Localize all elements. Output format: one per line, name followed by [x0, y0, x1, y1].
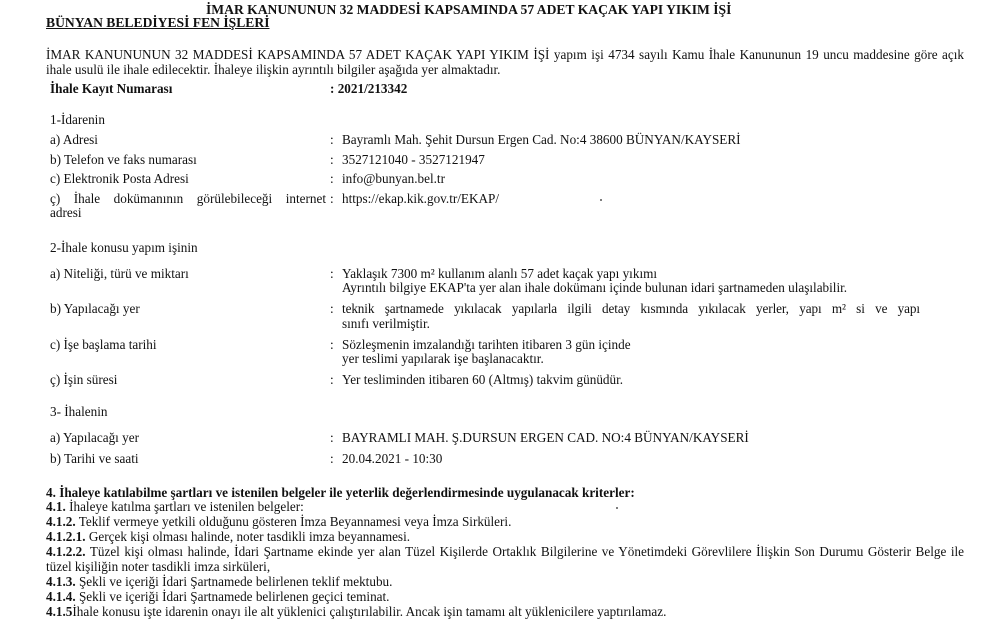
- criteria-text: Teklif vermeye yetkili olduğunu gösteren İmza Beyannamesi veya İmza Sirküleri.: [75, 514, 512, 529]
- criteria-number: 4.1.: [46, 499, 66, 514]
- criteria-text: Tüzel kişi olması halinde, İdari Şartname ekinde yer alan Tüzel Kişilerde Ortaklık Bilgilerine ve Yönetimdeki Görevlilere İlişkin Son Durumu Gösterir Belge ile tüzel kişiliğin noter tasdikli imza sirküleri,: [46, 544, 964, 574]
- registration-label: İhale Kayıt Numarası: [50, 81, 173, 96]
- tender-place-value: BAYRAMLI MAH. Ş.DURSUN ERGEN CAD. NO:4 BÜNYAN/KAYSERİ: [342, 430, 749, 445]
- tender-date-value: 20.04.2021 - 10:30: [342, 451, 443, 466]
- tender-date-label: b) Tarihi ve saati: [50, 451, 139, 466]
- scan-speck: [616, 507, 618, 509]
- duration-value: Yer tesliminden itibaren 60 (Altmış) takvim günüdür.: [342, 372, 624, 387]
- criteria-item: [46, 589, 389, 604]
- criteria-number: 4.1.2.1.: [46, 529, 86, 544]
- start-date-value: Sözleşmenin imzalandığı tarihten itibaren 3 gün içinde: [342, 337, 631, 352]
- criteria-item: [46, 574, 392, 589]
- phone-fax-value: 3527121040 - 3527121947: [342, 152, 485, 167]
- criteria-item: [46, 544, 964, 574]
- phone-fax-label: b) Telefon ve faks numarası: [50, 152, 197, 167]
- criteria-item: [46, 499, 304, 514]
- criteria-item: [46, 604, 666, 619]
- start-date-label: c) İşe başlama tarihi: [50, 337, 157, 352]
- section-2-title: 2-İhale konusu yapım işinin: [50, 240, 198, 255]
- email-value[interactable]: info@bunyan.bel.tr: [342, 171, 445, 186]
- section-3-title: 3- İhalenin: [50, 404, 108, 419]
- criteria-text: Şekli ve içeriği İdari Şartnamede belirlenen teklif mektubu.: [75, 574, 393, 589]
- address-value: Bayramlı Mah. Şehit Dursun Ergen Cad. No:4 38600 BÜNYAN/KAYSERİ: [342, 132, 741, 147]
- work-location-value: teknik şartnamede yıkılacak yapılarla ilgili detay kısmında yıkılacak yerler, yapı m² si ve yapı: [342, 301, 920, 316]
- criteria-text: İhale konusu işte idarenin onayı ile alt yüklenici çalıştırılabilir. Ancak işin tamamı alt yüklenicilere yaptırılamaz.: [72, 604, 667, 619]
- criteria-text: Şekli ve içeriği İdari Şartnamede belirlenen geçici teminat.: [75, 589, 390, 604]
- registration-number: : 2021/213342: [330, 81, 408, 96]
- website-label-cont: adresi: [50, 205, 82, 220]
- criteria-number: 4.1.2.: [46, 514, 76, 529]
- address-label: a) Adresi: [50, 132, 98, 147]
- criteria-item: [46, 529, 410, 544]
- email-label: c) Elektronik Posta Adresi: [50, 171, 189, 186]
- website-label: ç) İhale dokümanının görülebileceği internet: [50, 191, 326, 206]
- criteria-number: 4.1.4.: [46, 589, 76, 604]
- intro-paragraph: İMAR KANUNUNUN 32 MADDESİ KAPSAMINDA 57 ADET KAÇAK YAPI YIKIM İŞİ yapım işi 4734 sayılı Kamu İhale Kanununun 19 uncu maddesine göre açık ihale usulü ile ihale edilecektir. İhaleye ilişkin ayrıntılı bilgiler aşağıda yer almaktadır.: [46, 47, 964, 77]
- nature-label: a) Niteliği, türü ve miktarı: [50, 266, 189, 281]
- scan-speck: [600, 199, 602, 201]
- nature-value-cont: Ayrıntılı bilgiye EKAP'ta yer alan ihale dokümanı içinde bulunan idari şartnameden ulaşılabilir.: [342, 280, 848, 295]
- start-date-value-cont: yer teslimi yapılarak işe başlanacaktır.: [342, 351, 544, 366]
- organization-name: BÜNYAN BELEDİYESİ FEN İŞLERİ: [46, 15, 270, 30]
- work-location-label: b) Yapılacağı yer: [50, 301, 140, 316]
- section-4-title: 4. İhaleye katılabilme şartları ve istenilen belgeler ile yeterlik değerlendirmesinde uygulanacak kriterler:: [46, 485, 635, 500]
- document-title: İMAR KANUNUNUN 32 MADDESİ KAPSAMINDA 57 ADET KAÇAK YAPI YIKIM İŞİ: [206, 2, 732, 17]
- section-1-title: 1-İdarenin: [50, 112, 105, 127]
- duration-label: ç) İşin süresi: [50, 372, 118, 387]
- criteria-item: [46, 514, 511, 529]
- work-location-value-cont: sınıfı verilmiştir.: [342, 316, 430, 331]
- criteria-number: 4.1.3.: [46, 574, 76, 589]
- criteria-number: 4.1.2.2.: [46, 544, 86, 559]
- criteria-number: 4.1.5: [46, 604, 73, 619]
- website-link[interactable]: https://ekap.kik.gov.tr/EKAP/: [342, 191, 500, 206]
- tender-place-label: a) Yapılacağı yer: [50, 430, 139, 445]
- nature-value: Yaklaşık 7300 m² kullanım alanlı 57 adet kaçak yapı yıkımı: [342, 266, 658, 281]
- criteria-text: Gerçek kişi olması halinde, noter tasdikli imza beyannamesi.: [85, 529, 411, 544]
- criteria-text: İhaleye katılma şartları ve istenilen belgeler:: [65, 499, 304, 514]
